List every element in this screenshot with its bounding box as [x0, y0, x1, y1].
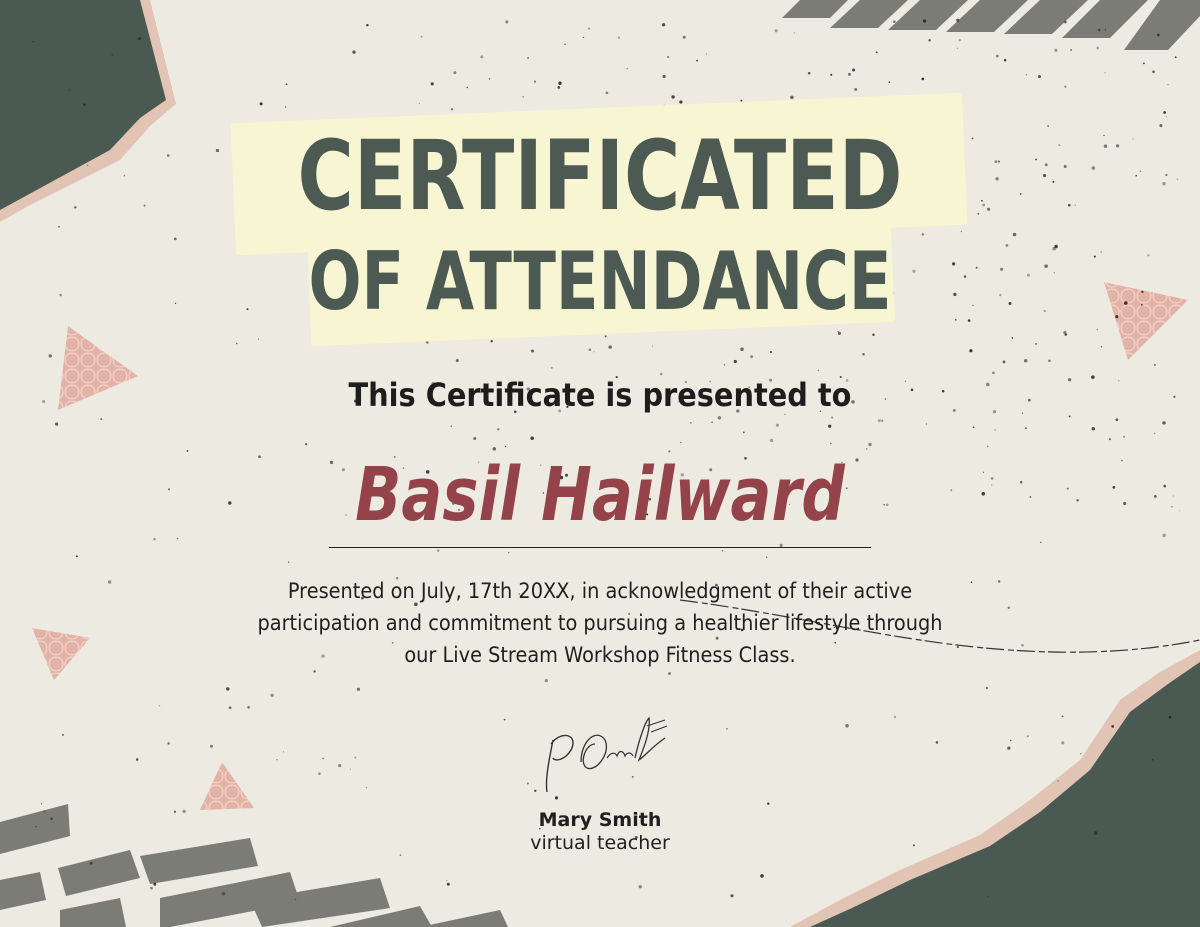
speckle — [583, 37, 584, 38]
speckle — [497, 428, 499, 430]
speckle — [276, 759, 277, 760]
speckle — [1101, 346, 1102, 347]
speckle — [247, 706, 250, 709]
speckle — [557, 86, 560, 89]
speckle — [480, 55, 483, 58]
speckle — [992, 372, 995, 375]
speckle — [421, 36, 423, 38]
speckle — [1025, 427, 1027, 429]
speckle — [1171, 506, 1172, 507]
speckle — [894, 716, 896, 718]
speckle — [969, 349, 972, 352]
speckle — [872, 334, 874, 336]
speckle — [996, 55, 999, 58]
speckle — [1097, 47, 1100, 50]
speckle — [1123, 502, 1126, 505]
speckle — [167, 742, 169, 744]
speckle — [1007, 746, 1010, 749]
certificate-description — [186, 575, 1014, 671]
speckle — [1004, 59, 1007, 62]
speckle — [534, 81, 536, 83]
speckle — [988, 896, 989, 897]
speckle — [1011, 337, 1013, 339]
presented-to-text: This Certificate is presented to — [348, 376, 852, 414]
speckle — [111, 54, 113, 56]
speckle — [426, 341, 429, 344]
speckle — [1141, 304, 1143, 306]
speckle — [41, 803, 42, 804]
speckle — [1179, 510, 1180, 511]
speckle — [226, 687, 229, 690]
speckle — [1152, 71, 1155, 74]
speckle — [1024, 359, 1027, 362]
speckle — [696, 60, 698, 62]
speckle — [505, 446, 506, 447]
speckle — [1123, 436, 1125, 438]
speckle — [593, 351, 594, 352]
speckle — [558, 81, 561, 84]
speckle — [830, 74, 832, 76]
triangle-right — [1104, 282, 1188, 360]
speckle — [1154, 433, 1155, 434]
speckle — [357, 688, 360, 691]
speckle — [1105, 29, 1106, 30]
speckle — [305, 443, 307, 445]
speckle — [776, 424, 779, 427]
speckle — [1121, 460, 1123, 462]
speckle — [770, 439, 773, 442]
speckle — [662, 75, 665, 78]
speckle — [451, 108, 453, 110]
speckle — [618, 36, 620, 38]
speckle — [973, 426, 975, 428]
speckle — [854, 88, 857, 91]
speckle — [711, 422, 712, 423]
speckle — [1058, 780, 1059, 781]
speckle — [33, 41, 34, 42]
speckle — [322, 758, 324, 760]
speckle — [1173, 495, 1174, 496]
speckle — [505, 20, 508, 23]
speckle — [726, 728, 727, 729]
speckle — [876, 51, 878, 53]
speckle — [790, 96, 793, 99]
speckle — [770, 351, 772, 353]
speckle — [923, 19, 926, 22]
speckle — [504, 719, 506, 721]
speckle — [1116, 144, 1119, 147]
speckle — [1166, 116, 1167, 117]
speckle — [545, 679, 548, 682]
speckle — [921, 78, 924, 81]
speckle — [285, 106, 286, 107]
speckle — [527, 57, 529, 59]
speckle — [69, 89, 71, 91]
speckle — [1132, 139, 1133, 140]
speckle — [1021, 644, 1024, 647]
speckle — [936, 741, 939, 744]
speckle — [878, 419, 881, 422]
speckle — [100, 418, 102, 420]
speckle — [1140, 170, 1142, 172]
speckle — [1035, 343, 1037, 345]
speckle — [76, 555, 78, 557]
speckle — [794, 32, 795, 33]
speckle — [531, 349, 534, 352]
speckle — [1143, 63, 1145, 65]
speckle — [808, 72, 811, 75]
speckle — [706, 53, 707, 54]
speckle — [862, 353, 865, 356]
torn-paper-bottom-right — [790, 650, 1200, 927]
speckle — [679, 100, 682, 103]
speckle — [1105, 72, 1106, 73]
speckle — [1026, 74, 1027, 75]
speckle — [680, 442, 681, 443]
description-line-3: our Live Stream Workshop Fitness Class. — [404, 643, 796, 667]
speckle — [639, 885, 642, 888]
speckle — [837, 331, 838, 332]
speckle — [59, 294, 62, 297]
speckle — [354, 757, 356, 759]
speckle — [959, 39, 961, 41]
speckle — [366, 787, 367, 788]
certificate-title-line-1: CERTIFICATED — [297, 120, 903, 232]
speckle — [608, 345, 611, 348]
speckle — [1177, 178, 1178, 179]
speckle — [283, 751, 284, 752]
speckle — [1038, 75, 1041, 78]
speckle — [831, 416, 833, 418]
speckle — [1167, 84, 1168, 85]
speckle — [995, 429, 996, 430]
speckle — [366, 24, 368, 26]
speckle — [419, 103, 420, 104]
speckle — [1065, 333, 1067, 335]
speckle — [818, 370, 820, 372]
speckle — [1094, 256, 1096, 258]
speckle — [718, 416, 721, 419]
speckle — [522, 96, 523, 97]
speckle — [690, 422, 691, 423]
speckle — [1162, 182, 1165, 185]
speckle — [286, 83, 288, 85]
speckle — [489, 78, 490, 79]
speckle — [350, 769, 351, 770]
speckle — [881, 420, 883, 422]
speckle — [893, 20, 896, 23]
speckle — [456, 359, 459, 362]
speckle — [683, 36, 686, 39]
speckle — [453, 71, 456, 74]
speckle — [466, 87, 468, 89]
speckle — [446, 880, 447, 881]
speckle — [722, 550, 723, 551]
speckle — [830, 443, 831, 444]
speckle — [731, 894, 734, 897]
speckle — [743, 432, 745, 434]
speckle — [928, 39, 930, 41]
speckle — [668, 672, 671, 675]
speckle — [1124, 301, 1128, 305]
speckle — [1061, 741, 1064, 744]
speckle — [450, 425, 452, 427]
speckle — [1080, 753, 1081, 754]
speckle — [734, 360, 737, 363]
speckle — [1062, 715, 1064, 717]
speckle — [1175, 56, 1177, 58]
speckle — [848, 73, 851, 76]
speckle — [258, 338, 259, 339]
speckle — [888, 81, 890, 83]
speckle — [868, 443, 871, 446]
speckle — [1092, 427, 1096, 431]
speckle — [1070, 49, 1072, 51]
stripes-top-right — [782, 0, 1200, 50]
speckle — [352, 50, 355, 53]
recipient-underline — [329, 547, 871, 548]
speckle — [1048, 360, 1051, 363]
speckle — [766, 557, 767, 558]
speckle — [153, 883, 156, 886]
speckle — [236, 343, 238, 345]
signer-name: Mary Smith — [538, 809, 662, 831]
speckle — [527, 783, 529, 785]
signer-role: virtual teacher — [530, 832, 670, 854]
speckle — [627, 68, 628, 69]
speckle — [1154, 364, 1156, 366]
speckle — [74, 206, 76, 208]
speckle — [1003, 360, 1006, 363]
speckle — [740, 347, 743, 350]
speckle — [530, 436, 533, 439]
speckle — [58, 226, 60, 228]
speckle — [662, 23, 665, 26]
speckle — [852, 68, 855, 71]
speckle — [845, 724, 849, 728]
description-line-2: participation and commitment to pursuing a healthier lifestyle through — [257, 611, 943, 635]
speckle — [338, 764, 341, 767]
speckle — [1163, 485, 1166, 488]
speckle — [271, 694, 274, 697]
speckle — [987, 446, 988, 447]
speckle — [957, 48, 958, 49]
speckle — [605, 335, 607, 337]
speckle — [1069, 415, 1071, 417]
speckle — [775, 29, 778, 32]
speckle — [1109, 438, 1111, 440]
speckle — [1135, 175, 1137, 177]
speckle — [431, 82, 434, 85]
speckle — [750, 355, 753, 358]
speckle — [1147, 254, 1149, 256]
speckle — [986, 687, 988, 689]
speckle — [55, 423, 58, 426]
speckle — [473, 437, 476, 440]
speckle — [49, 354, 52, 357]
speckle — [210, 745, 213, 748]
speckle — [1152, 758, 1154, 760]
speckle — [1157, 34, 1160, 37]
certificate-title-line-2: OF ATTENDANCE — [308, 235, 892, 328]
speckle — [136, 758, 139, 761]
speckle — [1115, 315, 1118, 318]
speckle — [564, 43, 566, 45]
speckle — [62, 734, 64, 736]
speckle — [295, 899, 297, 901]
speckle — [1165, 174, 1167, 176]
speckle — [508, 552, 509, 553]
speckle — [828, 425, 831, 428]
speckle — [1104, 144, 1107, 147]
speckle — [926, 423, 927, 424]
speckle — [760, 874, 764, 878]
speckle — [1064, 85, 1066, 87]
speckle — [222, 892, 226, 896]
speckle — [838, 332, 841, 335]
speckle — [318, 772, 321, 775]
speckle — [42, 400, 45, 403]
speckle — [260, 102, 263, 105]
speckle — [551, 367, 553, 369]
speckle — [956, 19, 959, 22]
triangle-bottom-left — [200, 762, 254, 810]
speckle — [767, 802, 769, 804]
speckle — [108, 580, 112, 584]
speckle — [588, 27, 590, 29]
speckle — [1027, 735, 1029, 737]
speckle — [83, 103, 85, 105]
speckle — [1098, 29, 1101, 32]
description-line-1: Presented on July, 17th 20XX, in acknowledgment of their active — [287, 579, 913, 603]
speckle — [229, 706, 232, 709]
speckle — [1173, 396, 1175, 398]
speckle — [1154, 495, 1157, 498]
speckle — [447, 883, 450, 886]
speckle — [671, 95, 674, 98]
speckle — [159, 705, 160, 706]
speckle — [724, 364, 725, 365]
speckle — [288, 561, 289, 562]
speckle — [1054, 49, 1057, 52]
speckle — [1162, 534, 1166, 538]
speckle — [1092, 166, 1096, 170]
speckle — [1111, 725, 1114, 728]
speckle — [1113, 486, 1116, 489]
speckle — [1141, 291, 1143, 293]
speckle — [589, 348, 592, 351]
speckle — [606, 92, 609, 95]
speckle — [1162, 421, 1165, 424]
speckle — [87, 165, 88, 166]
speckle — [1064, 21, 1067, 24]
speckle — [667, 56, 669, 58]
speckle — [437, 549, 439, 551]
speckle — [652, 346, 653, 347]
speckle — [1103, 135, 1104, 136]
speckle — [1169, 716, 1172, 719]
speckle — [1100, 251, 1102, 253]
speckle — [1097, 329, 1098, 330]
triangle-left-small — [32, 628, 90, 680]
speckle — [150, 887, 153, 890]
speckle — [90, 862, 93, 865]
recipient-name: Basil Hailward — [355, 452, 845, 538]
speckle — [490, 340, 492, 342]
speckle — [1010, 740, 1011, 741]
speckle — [138, 37, 141, 40]
speckle — [1159, 124, 1162, 127]
speckle — [1040, 542, 1041, 543]
speckle — [1116, 418, 1119, 421]
speckle — [1163, 111, 1166, 114]
handwritten-signature — [535, 700, 675, 800]
